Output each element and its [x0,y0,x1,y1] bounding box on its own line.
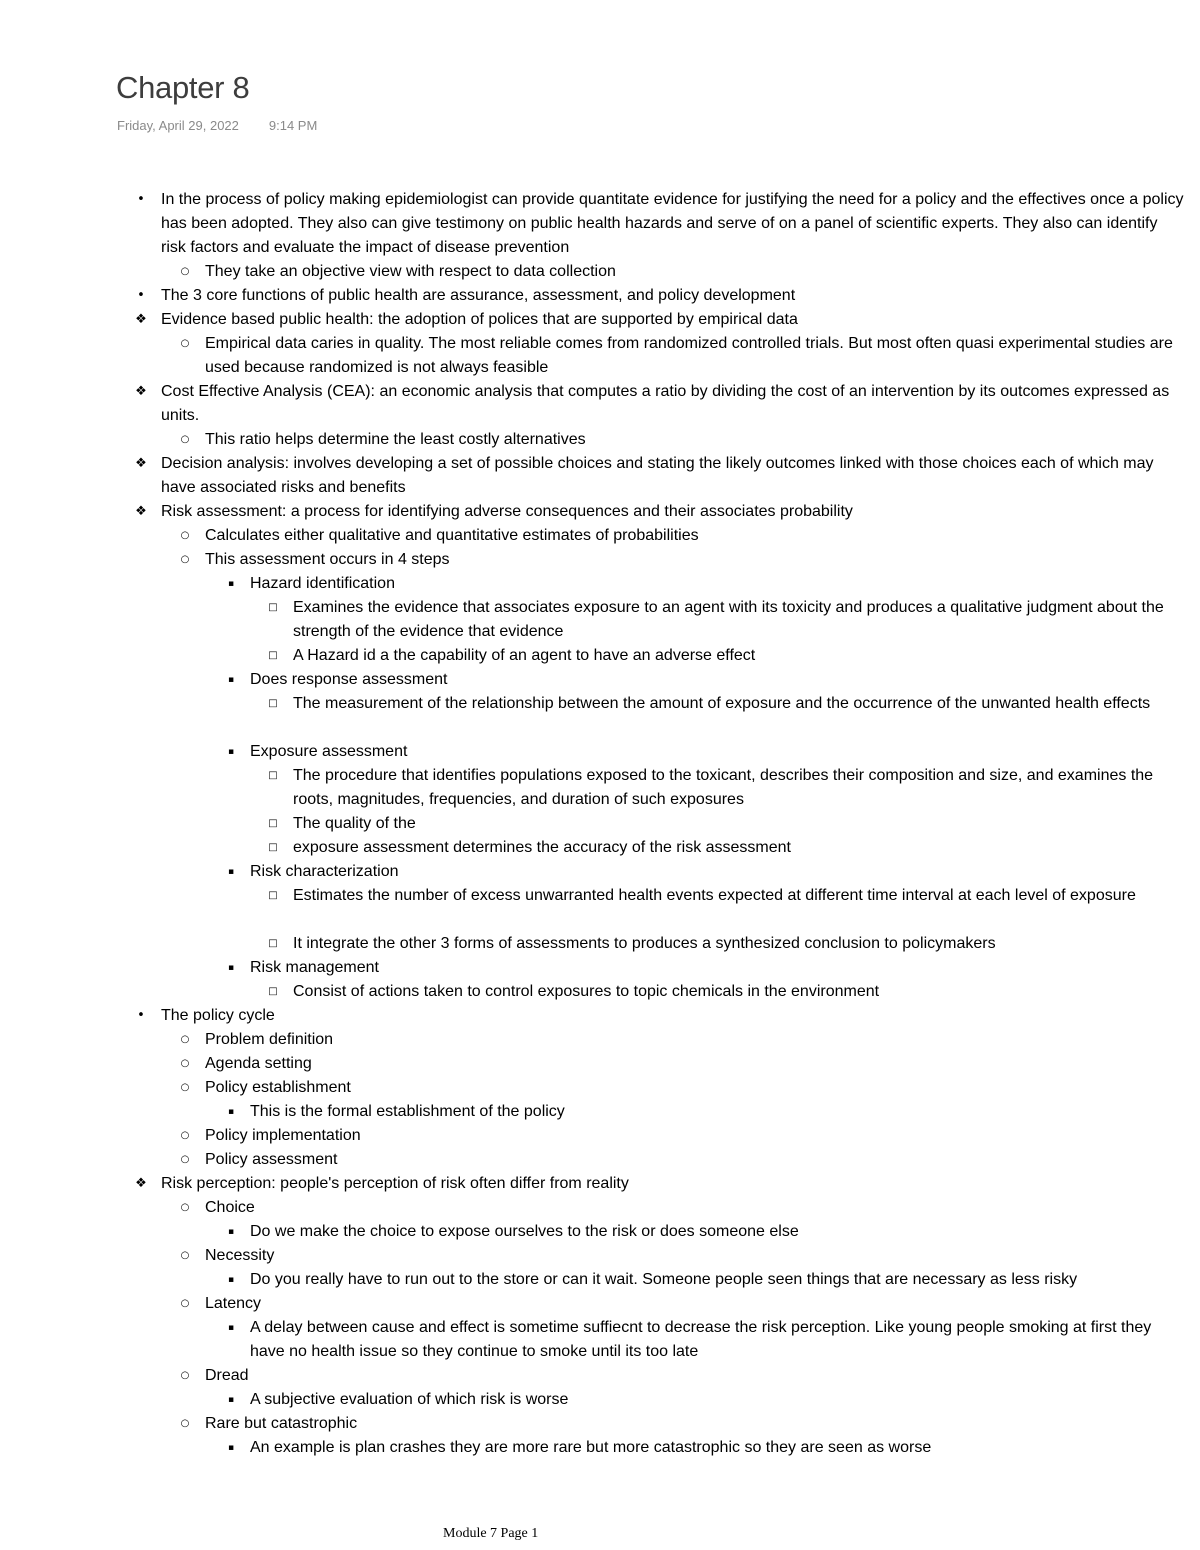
circle-bullet-icon: ○ [180,266,190,277]
outline-item-text: Do we make the choice to expose ourselves to the risk or does someone else [250,1223,799,1240]
circle-bullet-icon: ○ [180,1298,190,1309]
square-bullet-icon: ▪ [227,1395,235,1405]
outline-item-text: Risk assessment: a process for identifying adverse consequences and their associates probability [161,503,853,520]
outline-item-text: Cost Effective Analysis (CEA): an economic analysis that computes a ratio by dividing the cost of an intervention by its outcomes expressed as units. [161,383,1170,424]
outline-item-text: Policy implementation [205,1127,361,1144]
outline-item-text: In the process of policy making epidemiologist can provide quantitate evidence for justifying the need for a policy and the effectives once a policy has been adopted. They also can give testimony on public health hazards and serve of on a panel of scientific experts. They also can identify risk factors and evaluate the impact of disease prevention [161,191,1184,256]
outline-item-level-2 [180,1412,1186,1436]
outline-item-text: Latency [205,1295,262,1312]
outline-item-level-2 [180,332,1186,380]
square-bullet-icon: ▪ [227,1227,235,1237]
outline-item-text: Evidence based public health: the adoption of polices that are supported by empirical data [161,311,798,328]
outline-item-level-3 [227,572,1186,596]
square-bullet-icon: ▪ [227,867,235,877]
outline-item-level-2 [180,1292,1186,1316]
outline-item-level-1 [135,308,1186,332]
hollow-square-bullet-icon: □ [268,938,278,949]
outline-item-level-2 [180,260,1186,284]
outline-item-level-2 [180,1052,1186,1076]
outline-item-level-3 [227,668,1186,692]
diamond-bullet-icon: ❖ [135,312,147,327]
circle-bullet-icon: ○ [180,1034,190,1045]
outline-item-level-3 [227,860,1186,884]
outline-item-text: Necessity [205,1247,275,1264]
square-bullet-icon: ▪ [227,675,235,685]
outline-item-text: A Hazard id a the capability of an agent to have an adverse effect [293,647,756,664]
outline-item-text: Choice [205,1199,255,1216]
diamond-bullet-icon: ❖ [135,456,147,471]
outline-item-level-2 [180,428,1186,452]
outline-item-text: Do you really have to run out to the store or can it wait. Someone people seen things that are necessary as less risky [250,1271,1078,1288]
hollow-square-bullet-icon: □ [268,890,278,901]
diamond-bullet-icon: ❖ [135,384,147,399]
outline-item-level-1 [137,1004,1186,1028]
hollow-square-bullet-icon: □ [268,602,278,613]
outline-item-text: Hazard identification [250,575,395,592]
outline-item-level-2 [180,1124,1186,1148]
outline-item-level-2 [180,1364,1186,1388]
outline-item-text: Consist of actions taken to control exposures to topic chemicals in the environment [293,983,880,1000]
outline-item-level-1 [135,380,1186,428]
page-time: 9:14 PM [268,118,318,133]
square-bullet-icon: ▪ [227,1323,235,1333]
bullet-dot-icon: • [137,1008,145,1023]
outline-item-text: This ratio helps determine the least costly alternatives [205,431,586,448]
circle-bullet-icon: ○ [180,554,190,565]
outline-item-level-3 [227,1220,1186,1244]
circle-bullet-icon: ○ [180,1370,190,1381]
outline-item-text: The quality of the [293,815,416,832]
outline-item-level-4 [268,884,1186,908]
bullet-dot-icon: • [137,192,145,207]
outline-item-level-4 [268,596,1186,644]
outline-item-level-2 [180,1148,1186,1172]
circle-bullet-icon: ○ [180,1082,190,1093]
outline-item-text: Examines the evidence that associates exposure to an agent with its toxicity and produces a qualitative judgment about the strength of the evidence that evidence [293,599,1164,640]
square-bullet-icon: ▪ [227,1275,235,1285]
outline-item-text: Policy assessment [205,1151,338,1168]
outline-item-text: This is the formal establishment of the policy [250,1103,565,1120]
circle-bullet-icon: ○ [180,1058,190,1069]
outline-item-text: exposure assessment determines the accuracy of the risk assessment [293,839,791,856]
outline-item-text: They take an objective view with respect to data collection [205,263,616,280]
outline-item-level-3 [227,1316,1186,1364]
outline-item-text: A delay between cause and effect is sometime suffiecnt to decrease the risk perception. Like young people smoking at first they have no health issue so they continue to smoke until its too late [250,1319,1152,1360]
square-bullet-icon: ▪ [227,579,235,589]
outline-item-text: Problem definition [205,1031,334,1048]
outline-item-text: The 3 core functions of public health are assurance, assessment, and policy development [161,287,796,304]
outline-item-text: An example is plan crashes they are more rare but more catastrophic so they are seen as worse [250,1439,932,1456]
hollow-square-bullet-icon: □ [268,818,278,829]
outline-item-level-1 [135,1172,1186,1196]
outline-item-text: Risk characterization [250,863,399,880]
outline-item-level-3 [227,956,1186,980]
outline-item-level-2 [180,1196,1186,1220]
outline-item-level-1 [137,188,1186,260]
outline-item-text: Rare but catastrophic [205,1415,358,1432]
outline-item-level-4 [268,836,1186,860]
outline-item-level-3 [227,1388,1186,1412]
page-number-label: Module 7 Page 1 [443,1526,539,1541]
outline-item-text: A subjective evaluation of which risk is worse [250,1391,569,1408]
outline-item-level-3 [227,1100,1186,1124]
outline-item-level-2 [180,1076,1186,1100]
outline-item-text: Agenda setting [205,1055,312,1072]
outline-item-level-4 [268,764,1186,812]
square-bullet-icon: ▪ [227,747,235,757]
circle-bullet-icon: ○ [180,1202,190,1213]
outline-item-text: Risk perception: people's perception of risk often differ from reality [161,1175,629,1192]
circle-bullet-icon: ○ [180,1250,190,1261]
outline-item-text: This assessment occurs in 4 steps [205,551,450,568]
diamond-bullet-icon: ❖ [135,504,147,519]
hollow-square-bullet-icon: □ [268,698,278,709]
outline-item-text: It integrate the other 3 forms of assessments to produces a synthesized conclusion to policymakers [293,935,996,952]
circle-bullet-icon: ○ [180,530,190,541]
outline-item-level-1 [135,452,1186,500]
circle-bullet-icon: ○ [180,434,190,445]
outline-item-level-2 [180,1244,1186,1268]
outline-item-level-2 [180,1028,1186,1052]
outline-item-text: Decision analysis: involves developing a set of possible choices and stating the likely outcomes linked with those choices each of which may have associated risks and benefits [161,455,1154,496]
page-timestamp [117,118,317,133]
outline-item-level-3 [227,1436,1186,1460]
outline-item-level-3 [227,1268,1186,1292]
diamond-bullet-icon: ❖ [135,1176,147,1191]
outline-item-level-4 [268,644,1186,668]
outline-item-level-4 [268,980,1186,1004]
circle-bullet-icon: ○ [180,1130,190,1141]
outline-item-text: The procedure that identifies populations exposed to the toxicant, describes their composition and size, and examines the roots, magnitudes, frequencies, and duration of such exposures [293,767,1154,808]
page-title: Chapter 8 [116,70,250,105]
outline-item-text: Does response assessment [250,671,448,688]
outline-item-text: Risk management [250,959,379,976]
outline-item-text: Exposure assessment [250,743,408,760]
outline-item-level-3 [227,740,1186,764]
outline-item-level-4 [268,692,1186,716]
hollow-square-bullet-icon: □ [268,842,278,853]
hollow-square-bullet-icon: □ [268,650,278,661]
circle-bullet-icon: ○ [180,1418,190,1429]
hollow-square-bullet-icon: □ [268,986,278,997]
outline-item-level-2 [180,548,1186,572]
page-date: Friday, April 29, 2022 [117,118,239,133]
outline-item-level-1 [135,500,1186,524]
outline-item-text: Estimates the number of excess unwarranted health events expected at different time interval at each level of exposure [293,887,1136,904]
circle-bullet-icon: ○ [180,1154,190,1165]
outline-item-level-1 [137,284,1186,308]
outline-item-level-2 [180,524,1186,548]
outline-item-text: The policy cycle [161,1007,275,1024]
outline-item-level-4 [268,812,1186,836]
outline-item-text: Policy establishment [205,1079,351,1096]
square-bullet-icon: ▪ [227,963,235,973]
outline-item-text: Dread [205,1367,249,1384]
outline-item-text: Calculates either qualitative and quantitative estimates of probabilities [205,527,699,544]
circle-bullet-icon: ○ [180,338,190,349]
outline-item-text: The measurement of the relationship between the amount of exposure and the occurrence of the unwanted health effects [293,695,1151,712]
square-bullet-icon: ▪ [227,1443,235,1453]
square-bullet-icon: ▪ [227,1107,235,1117]
hollow-square-bullet-icon: □ [268,770,278,781]
outline-item-text: Empirical data caries in quality. The most reliable comes from randomized controlled trials. But most often quasi experimental studies are used because randomized is not always feasible [205,335,1173,376]
bullet-dot-icon: • [137,288,145,303]
outline-item-level-4 [268,932,1186,956]
